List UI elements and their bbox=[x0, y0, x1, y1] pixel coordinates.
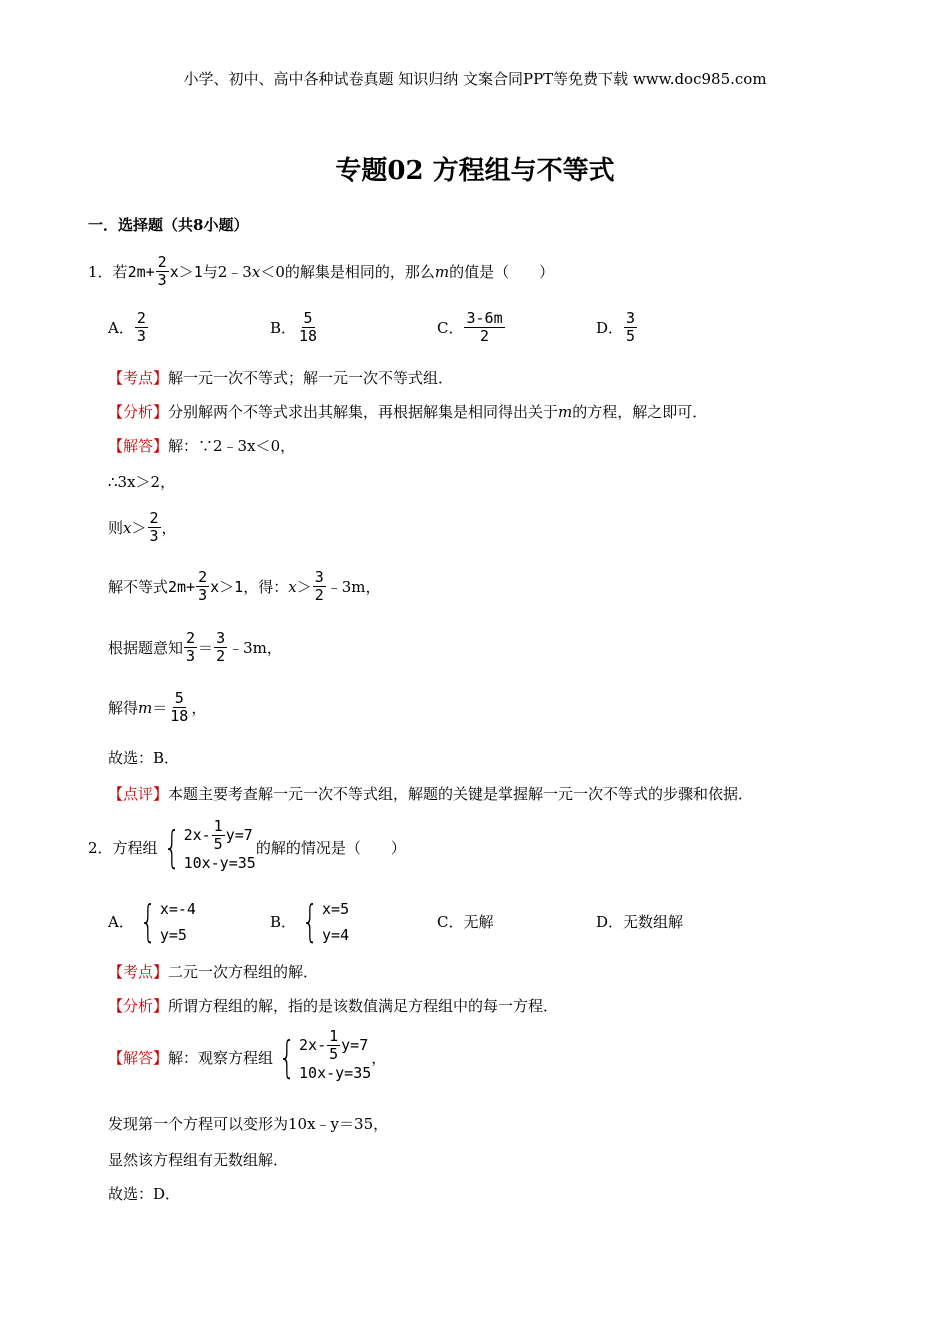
equation-system: 2x- $\frac{1}{5}$ y=7 10x-y=35 bbox=[183, 816, 256, 872]
q1-stem: 1． 若 2m+ $\frac{2}{3}$ x＞1 与2﹣3 x ＜0的解集是相同的，那么 m 的值是（ ） bbox=[88, 253, 555, 289]
q1-option-c: C． $\frac{3-6m}{2}$ bbox=[437, 309, 503, 345]
q1-option-b: B． $\frac{5}{18}$ bbox=[270, 309, 318, 345]
q1-kaodian: 【考点】解一元一次不等式；解一元一次不等式组． bbox=[108, 369, 454, 387]
brace-icon: { bbox=[301, 896, 319, 947]
q2-step-3: 显然该方程组有无数组解． bbox=[108, 1151, 289, 1169]
q2-option-b: B． { x=5 y=4 bbox=[270, 896, 350, 947]
q1-option-a: A． $\frac{2}{3}$ bbox=[108, 309, 146, 345]
q1-step-2: ∴3x＞2， bbox=[108, 473, 176, 491]
brace-icon: { bbox=[278, 1032, 296, 1083]
q1-step-5: 根据题意知 $\frac{2}{3}$ ＝ $\frac{3}{2}$ ﹣3m， bbox=[108, 629, 282, 665]
brace-icon: { bbox=[163, 822, 180, 873]
q1-fenxi: 【分析】分别解两个不等式求出其解集，再根据解集是相同得出关于m的方程，解之即可． bbox=[108, 403, 708, 421]
brace-icon: { bbox=[139, 896, 157, 947]
q1-jieda: 【解答】解：∵2﹣3x＜0， bbox=[108, 437, 296, 455]
section-heading: 一．选择题（共8小题） bbox=[88, 216, 249, 234]
q2-choose: 故选：D． bbox=[108, 1185, 181, 1203]
q2-step-2: 发现第一个方程可以变形为10x﹣y＝35， bbox=[108, 1115, 389, 1133]
q1-number: 1． bbox=[88, 262, 113, 281]
q1-step-4: 解不等式 2m+ $\frac{2}{3}$ x＞1 ，得： x ＞ $\frac{3}{2}$ ﹣3m， bbox=[108, 568, 381, 604]
q2-number: 2． bbox=[88, 839, 113, 857]
q2-option-d: D．无数组解 bbox=[596, 913, 684, 931]
q1-step-6: 解得 m ＝ $\frac{5}{18}$ ， bbox=[108, 689, 207, 725]
q2-jieda: 【解答】 解：观察方程组 { 2x- $\frac{1}{5}$ y=7 10x-y=35 ， bbox=[108, 1026, 387, 1083]
fraction: $\frac{2}{3}$ bbox=[157, 253, 167, 289]
q1-option-d: D． $\frac{3}{5}$ bbox=[596, 309, 636, 345]
q1-choose: 故选：B． bbox=[108, 749, 180, 767]
q2-fenxi: 【分析】所谓方程组的解，指的是该数值满足方程组中的每一方程． bbox=[108, 997, 559, 1015]
page-header: 小学、初中、高中各种试卷真题 知识归纳 文案合同PPT等免费下载 www.doc985.com bbox=[183, 70, 767, 88]
q2-kaodian: 【考点】二元一次方程组的解． bbox=[108, 963, 319, 981]
q1-dianping: 【点评】本题主要考查解一元一次不等式组，解题的关键是掌握解一元一次不等式的步骤和依据． bbox=[108, 785, 754, 803]
page-title: 专题02 方程组与不等式 bbox=[335, 156, 615, 186]
q2-option-a: A． { x=-4 y=5 bbox=[108, 896, 196, 947]
q1-step-3: 则 x ＞ $\frac{2}{3}$ ， bbox=[108, 509, 177, 545]
q2-option-c: C．无解 bbox=[437, 913, 494, 931]
q2-stem: 2． 方程组 { 2x- $\frac{1}{5}$ y=7 10x-y=35 的解的情况是（ ） bbox=[88, 820, 406, 876]
